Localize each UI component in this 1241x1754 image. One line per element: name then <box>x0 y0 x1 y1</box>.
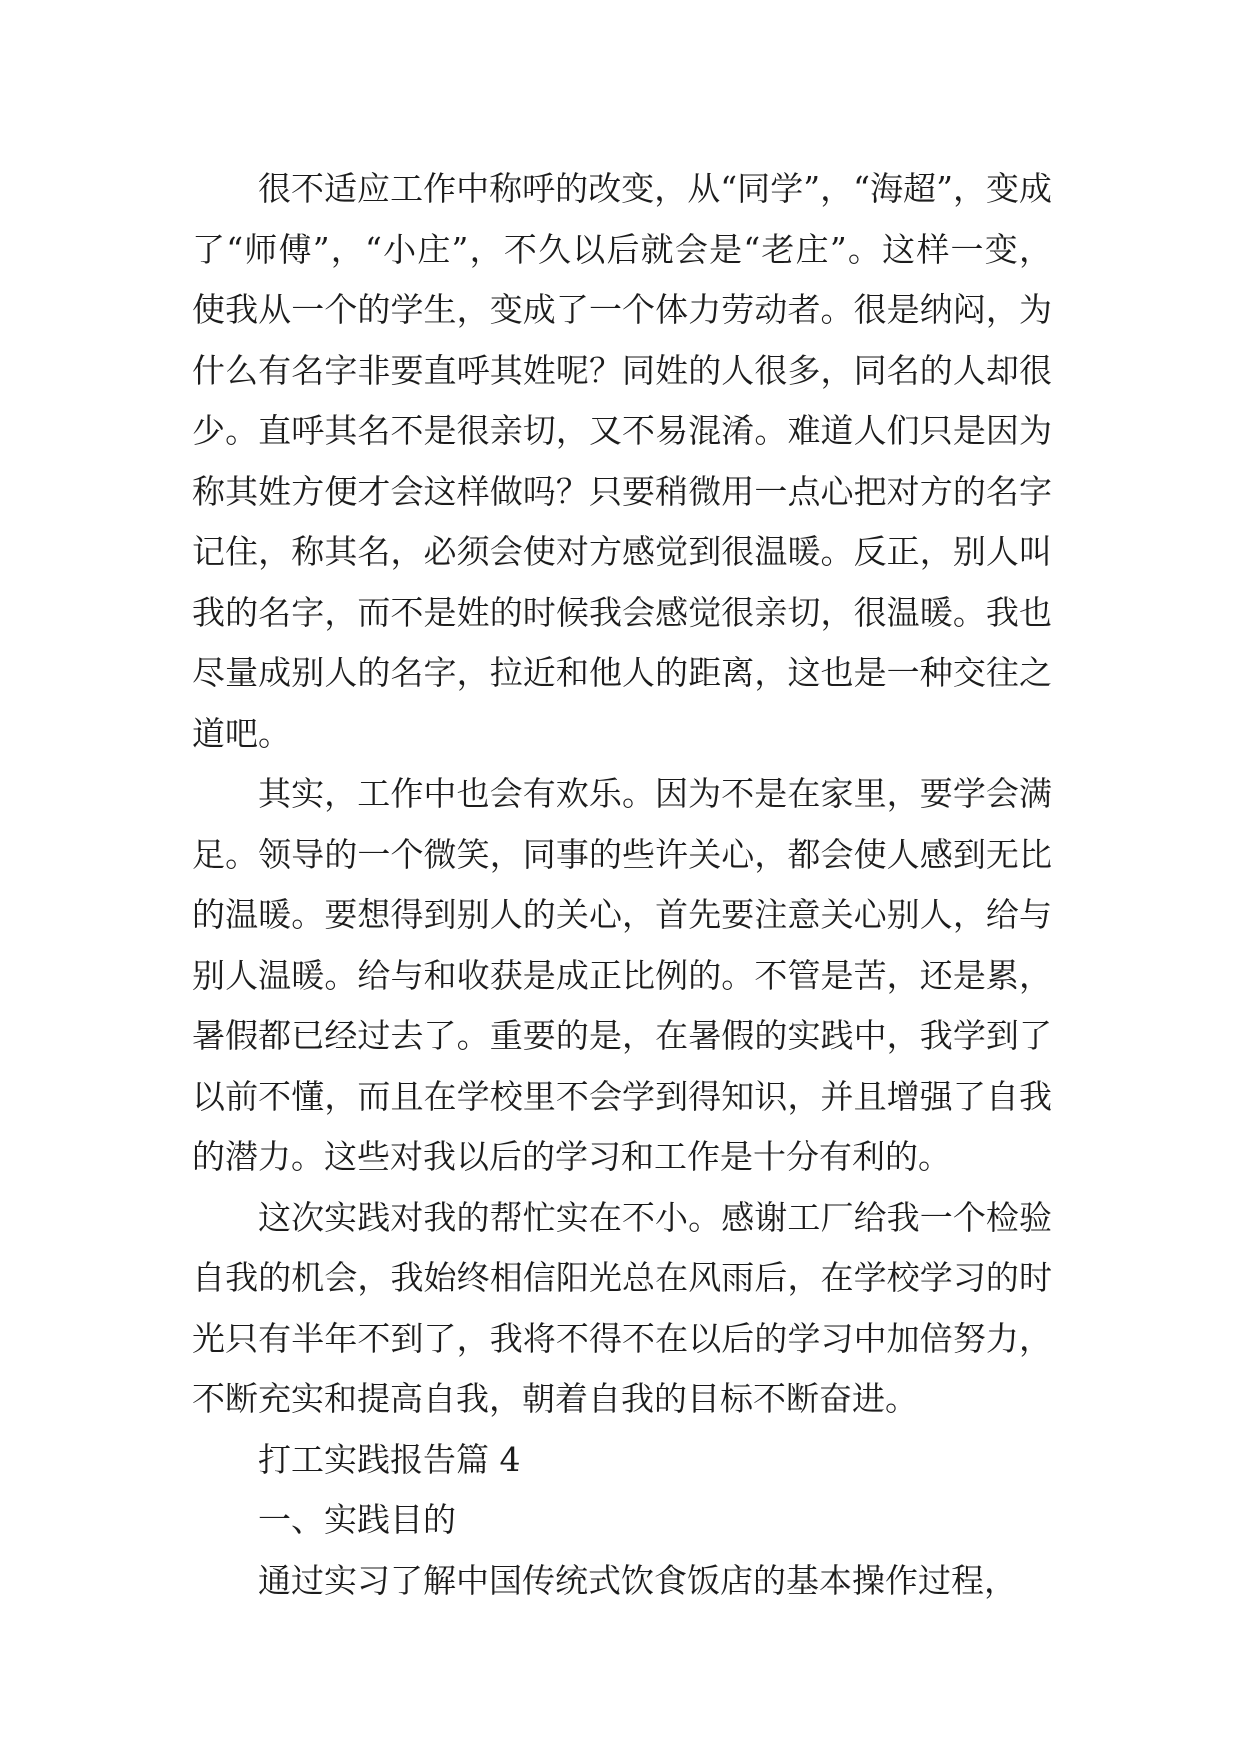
paragraph-practice-purpose: 通过实习了解中国传统式饮食饭店的基本操作过程， <box>258 1560 1017 1600</box>
paragraph-practice-gratitude: 这次实践对我的帮忙实在不小。感谢工厂给我一个检验自我的机会，我始终相信阳光总在风雨后，在学校学习的时光只有半年不到了，我将不得不在以后的学习中加倍努力，不断充实和提高自我，朝着自我的目标不断奋进。 <box>192 1197 1052 1418</box>
subheading-practice-purpose: 一、实践目的 <box>258 1500 456 1539</box>
paragraph-joy-at-work: 其实，工作中也会有欢乐。因为不是在家里，要学会满足。领导的一个微笑，同事的些许关心，都会使人感到无比的温暖。要想得到别人的关心，首先要注意关心别人，给与别人温暖。给与和收获是成正比例的。不管是苦，还是累，暑假都已经过去了。重要的是，在暑假的实践中，我学到了以前不懂，而且在学校里不会学到得知识，并且增强了自我的潜力。这些对我以后的学习和工作是十分有利的。 <box>192 774 1052 1176</box>
paragraph-forms-of-address: 很不适应工作中称呼的改变，从“同学”，“海超”，变成了“师傅”，“小庄”，不久以后就会是“老庄”。这样一变，使我从一个的学生，变成了一个体力劳动者。很是纳闷，为什么有名字非要直呼其姓呢？同姓的人很多，同名的人却很少。直呼其名不是很亲切，又不易混淆。难道人们只是因为称其姓方便才会这样做吗？只要稍微用一点心把对方的名字记住，称其名，必须会使对方感觉到很温暖。反正，别人叫我的名字，而不是姓的时候我会感觉很亲切，很温暖。我也尽量成别人的名字，拉近和他人的距离，这也是一种交往之道吧。 <box>192 169 1052 753</box>
section-heading-report-4: 打工实践报告篇 4 <box>258 1439 521 1479</box>
document-body <box>192 159 1052 1611</box>
